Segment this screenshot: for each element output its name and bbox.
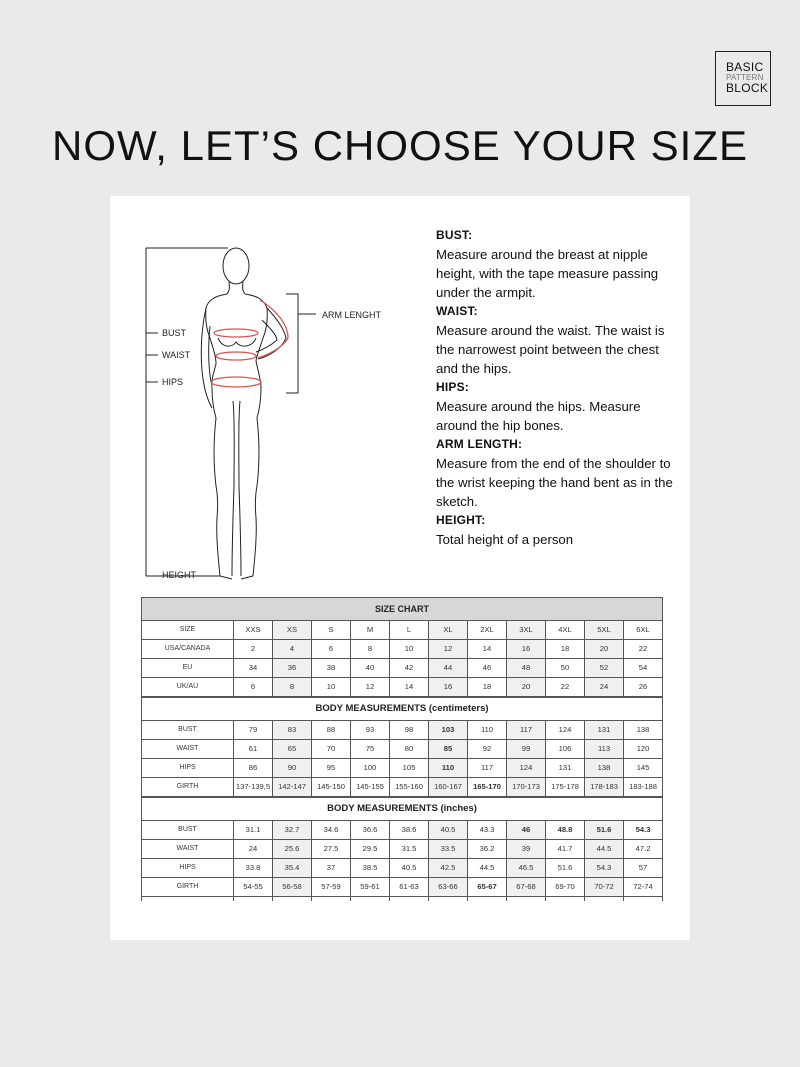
term-hips: HIPS: (436, 380, 470, 394)
table-cell: 41.7 (546, 840, 585, 859)
table-cell: 44.5 (468, 859, 507, 878)
table-cell: 57 (624, 859, 663, 878)
table-cell: 105 (390, 759, 429, 778)
table-cell: 124 (507, 759, 546, 778)
table-cell: 43.3 (468, 821, 507, 840)
table-cell: 178-183 (585, 778, 624, 798)
table-cell: 160-167 (429, 778, 468, 798)
table-cell: 4 (273, 640, 312, 659)
table-cell: 35.4 (273, 859, 312, 878)
cm-section-title: BODY MEASUREMENTS (centimeters) (142, 697, 663, 721)
table-cell: 40.5 (390, 859, 429, 878)
table-cell: 175-178 (546, 778, 585, 798)
row-label: WAIST (142, 840, 234, 859)
table-cell: 155-160 (390, 778, 429, 798)
table-cell: 145-150 (312, 778, 351, 798)
table-cell: 6XL (624, 621, 663, 640)
table-cell: M (351, 621, 390, 640)
table-cell: 138 (585, 759, 624, 778)
table-cell: 10 (390, 640, 429, 659)
table-cell: 36.2 (468, 840, 507, 859)
row-label: WAIST (142, 740, 234, 759)
table-cell: 57-59 (312, 878, 351, 897)
table-cell: 42 (390, 659, 429, 678)
head (223, 248, 249, 284)
table-cell: 54.3 (585, 859, 624, 878)
table-cell: 6 (234, 678, 273, 698)
size-row-eu (142, 659, 663, 678)
row-label: USA/CANADA (142, 640, 234, 659)
table-cell: 36.6 (351, 821, 390, 840)
cm-row-bust (142, 721, 663, 740)
brand-logo (715, 51, 771, 106)
table-cell: 8 (351, 640, 390, 659)
size-chart-table (141, 597, 663, 901)
table-cell: 48 (507, 659, 546, 678)
table-cell: 40 (351, 659, 390, 678)
table-cell: 47.2 (624, 840, 663, 859)
row-label: BUST (142, 721, 234, 740)
table-cell: 44 (429, 659, 468, 678)
size-row-uk-au (142, 678, 663, 698)
table-cell: 20 (507, 678, 546, 698)
table-cell: 33.8 (234, 859, 273, 878)
table-cell: 67-68 (507, 878, 546, 897)
table-cell: 24 (585, 678, 624, 698)
table-cell: 59-61 (351, 878, 390, 897)
table-cell: 54.3 (624, 821, 663, 840)
label-hips: HIPS (162, 377, 184, 387)
table-cell: 131 (585, 721, 624, 740)
table-cell: 34 (234, 659, 273, 678)
row-label: BUST (142, 821, 234, 840)
table-cell: 2 (234, 640, 273, 659)
table-cell: 32.7 (273, 821, 312, 840)
table-cell: 22 (624, 640, 663, 659)
instruction-height: Total height of a person (436, 532, 574, 547)
page-title: NOW, LET’S CHOOSE YOUR SIZE (51, 122, 748, 169)
table-cell: 12 (351, 678, 390, 698)
in-row-waist (142, 840, 663, 859)
table-cell: 72-74 (624, 878, 663, 897)
row-label: HIPS (142, 859, 234, 878)
table-cell: 145 (624, 759, 663, 778)
table-cell: 31.5 (390, 840, 429, 859)
table-end-cell (312, 897, 351, 902)
table-cell: 88 (312, 721, 351, 740)
table-cell: 48.8 (546, 821, 585, 840)
table-cell: 24 (234, 840, 273, 859)
table-cell: XL (429, 621, 468, 640)
table-end-cell (507, 897, 546, 902)
table-cell: 10 (312, 678, 351, 698)
table-cell: 106 (546, 740, 585, 759)
table-cell: 18 (546, 640, 585, 659)
table-end-cell (468, 897, 507, 902)
table-cell: 12 (429, 640, 468, 659)
table-cell: 46 (507, 821, 546, 840)
inches-section-title: BODY MEASUREMENTS (inches) (142, 797, 663, 821)
table-cell: 65 (273, 740, 312, 759)
instruction-waist: Measure around the waist. The waist is the narrowest point between the chest and the hips. (436, 323, 665, 376)
table-cell: 70-72 (585, 878, 624, 897)
label-height: HEIGHT (162, 570, 197, 580)
table-cell: 142-147 (273, 778, 312, 798)
table-end-cell (142, 897, 234, 902)
table-cell: 54 (624, 659, 663, 678)
logo-line-pattern: PATTERN (726, 73, 764, 82)
table-end-cell (390, 897, 429, 902)
measurement-tape-lines (211, 300, 288, 387)
label-arm-length: ARM LENGHT (322, 310, 382, 320)
table-cell: 170-173 (507, 778, 546, 798)
table-cell: 40.5 (429, 821, 468, 840)
logo-line-basic: BASIC (726, 60, 764, 74)
bust-tape (214, 329, 258, 337)
table-cell: 8 (273, 678, 312, 698)
table-cell: 100 (351, 759, 390, 778)
label-bust: BUST (162, 328, 187, 338)
table-cell: 103 (429, 721, 468, 740)
table-cell: 165-170 (468, 778, 507, 798)
table-cell: 22 (546, 678, 585, 698)
size-chart-title: SIZE CHART (142, 598, 663, 621)
table-end-cell (273, 897, 312, 902)
table-cell: S (312, 621, 351, 640)
term-bust: BUST: (436, 228, 473, 242)
table-cell: 61-63 (390, 878, 429, 897)
in-row-girth (142, 878, 663, 897)
logo-line-block: BLOCK (726, 81, 769, 95)
label-waist: WAIST (162, 350, 191, 360)
table-end-cell (624, 897, 663, 902)
table-cell: L (390, 621, 429, 640)
table-cell: 61 (234, 740, 273, 759)
table-cell: 50 (546, 659, 585, 678)
row-label: UK/AU (142, 678, 234, 698)
term-waist: WAIST: (436, 304, 478, 318)
table-cell: 138 (624, 721, 663, 740)
table-cell: 33.5 (429, 840, 468, 859)
table-cell: 52 (585, 659, 624, 678)
table-cell: 145-155 (351, 778, 390, 798)
row-label: HIPS (142, 759, 234, 778)
table-end-cell (429, 897, 468, 902)
cm-row-hips (142, 759, 663, 778)
table-cell: 38.5 (351, 859, 390, 878)
arm-bracket (286, 294, 298, 393)
table-end-cell (546, 897, 585, 902)
hips-tape (211, 377, 261, 387)
table-cell: 120 (624, 740, 663, 759)
table-cell: 113 (585, 740, 624, 759)
table-cell: 93 (351, 721, 390, 740)
size-guide-card (110, 196, 690, 940)
table-cell: 117 (507, 721, 546, 740)
table-cell: 99 (507, 740, 546, 759)
in-row-hips (142, 859, 663, 878)
table-cell: 51.6 (585, 821, 624, 840)
table-cell: 98 (390, 721, 429, 740)
table-cell: 29.5 (351, 840, 390, 859)
table-cell: 110 (468, 721, 507, 740)
row-label: SIZE (142, 621, 234, 640)
table-cell: 3XL (507, 621, 546, 640)
table-cell: 16 (429, 678, 468, 698)
measurement-instructions (436, 226, 676, 549)
table-cell: 31.1 (234, 821, 273, 840)
table-cell: 36 (273, 659, 312, 678)
table-cell: 95 (312, 759, 351, 778)
table-cell: 25.6 (273, 840, 312, 859)
table-end-cell (585, 897, 624, 902)
table-cell: 90 (273, 759, 312, 778)
table-cell: 2XL (468, 621, 507, 640)
table-cell: 18 (468, 678, 507, 698)
table-cell: 37 (312, 859, 351, 878)
table-cell: 69-70 (546, 878, 585, 897)
table-cell: 83 (273, 721, 312, 740)
table-cell: 70 (312, 740, 351, 759)
table-cell: 65-67 (468, 878, 507, 897)
table-cell: 26 (624, 678, 663, 698)
table-end-cell (234, 897, 273, 902)
table-cell: 39 (507, 840, 546, 859)
row-label: GIRTH (142, 878, 234, 897)
table-cell: 124 (546, 721, 585, 740)
table-cell: 80 (390, 740, 429, 759)
term-height: HEIGHT: (436, 513, 486, 527)
table-end-cell (351, 897, 390, 902)
table-cell: 92 (468, 740, 507, 759)
table-cell: 46.5 (507, 859, 546, 878)
cm-row-waist (142, 740, 663, 759)
row-label: GIRTH (142, 778, 234, 798)
table-cell: 75 (351, 740, 390, 759)
table-cell: XS (273, 621, 312, 640)
table-cell: 34.6 (312, 821, 351, 840)
table-cell: 44.5 (585, 840, 624, 859)
table-cell: 79 (234, 721, 273, 740)
table-cell: 85 (429, 740, 468, 759)
table-cell: XXS (234, 621, 273, 640)
table-cell: 16 (507, 640, 546, 659)
instruction-hips: Measure around the hips. Measure around the hip bones. (436, 399, 641, 433)
table-cell: 38.6 (390, 821, 429, 840)
size-row-size (142, 621, 663, 640)
table-cell: 27.5 (312, 840, 351, 859)
table-cell: 38 (312, 659, 351, 678)
cm-row-girth (142, 778, 663, 798)
waist-tape (216, 352, 256, 360)
table-cell: 56-58 (273, 878, 312, 897)
instruction-bust: Measure around the breast at nipple height, with the tape measure passing under the armpit. (436, 247, 659, 300)
table-cell: 4XL (546, 621, 585, 640)
table-cell: 5XL (585, 621, 624, 640)
table-cell: 137-139,5 (234, 778, 273, 798)
table-cell: 110 (429, 759, 468, 778)
in-row-bust (142, 821, 663, 840)
table-cell: 14 (390, 678, 429, 698)
table-cell: 51.6 (546, 859, 585, 878)
row-label: EU (142, 659, 234, 678)
table-cell: 54-55 (234, 878, 273, 897)
table-cell: 183-188 (624, 778, 663, 798)
table-cell: 20 (585, 640, 624, 659)
table-cell: 131 (546, 759, 585, 778)
table-cell: 46 (468, 659, 507, 678)
size-row-usa-canada (142, 640, 663, 659)
table-cell: 117 (468, 759, 507, 778)
term-arm-length: ARM LENGTH: (436, 437, 523, 451)
table-cell: 6 (312, 640, 351, 659)
table-cell: 63-66 (429, 878, 468, 897)
table-cell: 14 (468, 640, 507, 659)
instruction-arm-length: Measure from the end of the shoulder to the wrist keeping the hand bent as in the sketch. (436, 456, 673, 509)
table-cell: 42.5 (429, 859, 468, 878)
table-cell: 86 (234, 759, 273, 778)
